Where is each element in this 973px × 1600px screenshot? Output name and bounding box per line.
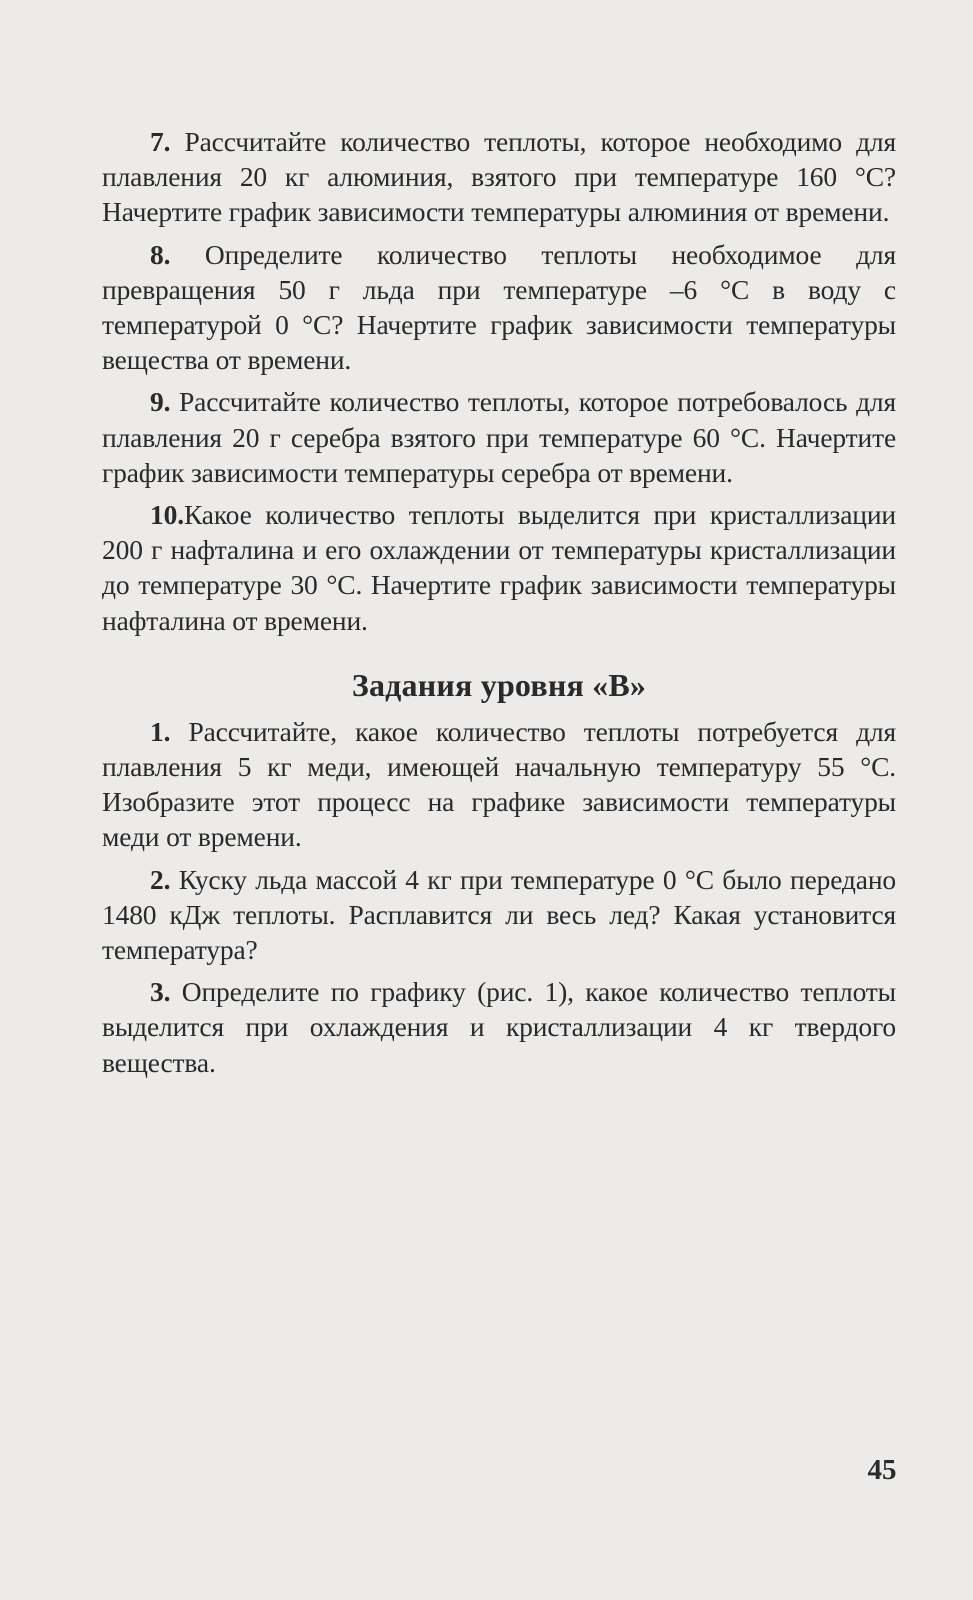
task-9 xyxy=(102,384,896,490)
task-number: 10. xyxy=(150,499,184,531)
task-text: Определите по графику (рис. 1), какое количество теплоты выделится при охлаждения и кристаллизации 4 кг твердого вещества. xyxy=(102,976,896,1078)
task-7 xyxy=(102,124,896,230)
task-number: 7. xyxy=(150,126,171,157)
task-number: 8. xyxy=(150,238,171,270)
task-b-1 xyxy=(102,714,896,855)
task-text: Какое количество теплоты выделится при кристаллизации 200 г нафталина и его охлаждении от температуры кристаллизации до температуре 30 °С. Начертите график зависимости температуры нафталина от времени. xyxy=(102,499,896,636)
task-text: Рассчитайте, какое количество теплоты потребуется для плавления 5 кг меди, имеющей начальную температуру 55 °С. Изобразите этот процесс на графике зависимости температуры меди от времени. xyxy=(102,715,896,853)
task-text: Рассчитайте количество теплоты, которое необходимо для плавления 20 кг алюминия, взятого при температуре 160 °С? Начертите график зависимости температуры алюминия от времени. xyxy=(102,126,896,228)
task-number: 9. xyxy=(150,386,171,418)
task-text: Куску льда массой 4 кг при температуре 0 °С было передано 1480 кДж теплоты. Расплавится ли весь лед? Какая установится температура? xyxy=(102,863,896,966)
task-text: Рассчитайте количество теплоты, которое потребовалось для плавления 20 г серебра взятого при температуре 60 °С. Начертите график зависимости температуры серебра от времени. xyxy=(102,386,896,488)
section-title: Задания уровня «В» xyxy=(351,666,647,703)
task-8 xyxy=(102,237,896,378)
task-text: Определите количество теплоты необходимое для превращения 50 г льда при температуре –6 °С в воду с температурой 0 °С? Начертите график зависимости температуры вещества от времени. xyxy=(102,238,896,376)
task-10 xyxy=(102,497,896,638)
task-number: 3. xyxy=(150,976,171,1008)
task-b-2 xyxy=(102,862,896,968)
task-number: 2. xyxy=(150,863,171,895)
task-number: 1. xyxy=(150,715,171,747)
task-b-3 xyxy=(102,974,896,1080)
page-content xyxy=(102,124,896,1087)
page-number: 45 xyxy=(867,1454,897,1486)
